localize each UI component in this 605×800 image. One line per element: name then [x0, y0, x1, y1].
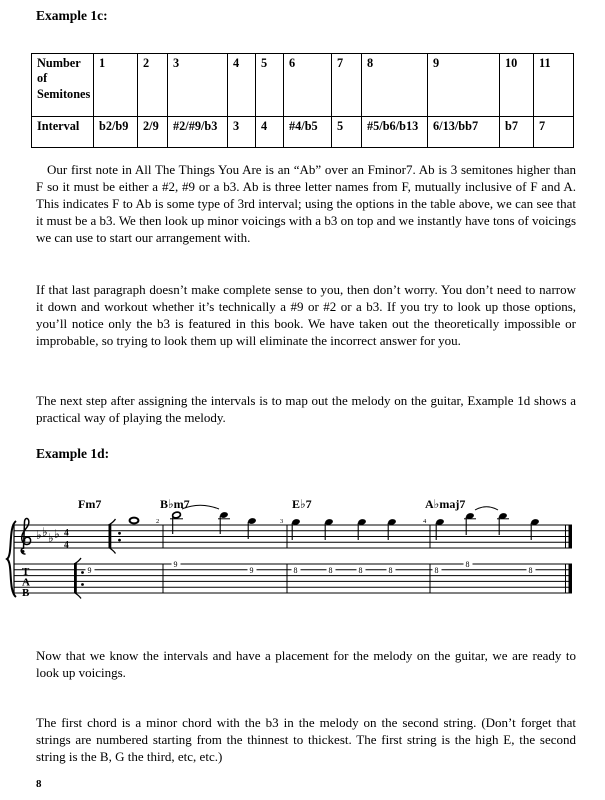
example-1d-heading: Example 1d: — [36, 446, 110, 461]
interval-table-wrap — [31, 53, 574, 148]
fret-number: 8 — [388, 565, 393, 575]
fret-number: 8 — [358, 565, 363, 575]
fret-number: 9 — [173, 560, 178, 569]
interval-cell: b2/b9 — [94, 117, 138, 148]
fret-number: 8 — [328, 565, 333, 575]
semitone-cell: 2 — [138, 54, 168, 117]
fret-number: 9 — [87, 565, 92, 575]
tab-letter-t: T — [22, 566, 30, 578]
key-flat-icon: ♭ — [48, 531, 54, 545]
semitone-cell: 10 — [500, 54, 534, 117]
table-row-intervals — [32, 117, 574, 148]
paragraph-next-step: The next step after assigning the intervals is to map out the melody on the guitar, Example 1d shows a practical way of playing the melody. — [36, 393, 576, 425]
key-flat-icon: ♭ — [54, 527, 60, 541]
final-barline — [569, 525, 573, 548]
interval-cell: 5 — [332, 117, 362, 148]
chord-symbol: A♭maj7 — [425, 497, 466, 511]
chord-symbol: E♭7 — [292, 497, 312, 511]
tab-letter-a: A — [22, 576, 30, 589]
row-label-semitones: Number of Semitones — [32, 54, 94, 117]
interval-cell: #5/b6/b13 — [362, 117, 428, 148]
key-flat-icon: ♭ — [42, 525, 48, 539]
chord-symbol: Fm7 — [78, 497, 102, 511]
fret-number: 8 — [434, 565, 439, 575]
interval-cell: #2/#9/b3 — [168, 117, 228, 148]
interval-cell: 4 — [256, 117, 284, 148]
page-number: 8 — [36, 778, 42, 790]
paragraph-first-chord: The first chord is a minor chord with the b3 in the melody on the second string. (Don’t forget that strings are numbered starting from the thinnest to thickest. The first string is the high E, the second string is the B, G the third, etc, etc.) — [36, 715, 576, 764]
semitone-cell: 3 — [168, 54, 228, 117]
fret-number: 9 — [249, 565, 254, 575]
interval-cell: #4/b5 — [284, 117, 332, 148]
paragraph-first-note: Our first note in All The Things You Are is an “Ab” over an Fminor7. Ab is 3 semitones higher than F so it must be either a #2, #9 or a b3. Ab is three letter names from F, mutually inclusive of F and A. This indicates F to Ab is some type of 3rd interval; using the options in the table above, we can see that it must be a b3. We then look up minor voicings with a b3 on top and we instantly have tons of voicings we can use to start our arrangement with. — [36, 162, 576, 245]
interval-cell: 3 — [228, 117, 256, 148]
tab-letter-b: B — [22, 587, 30, 599]
interval-cell: b7 — [500, 117, 534, 148]
system-bracket-icon — [7, 521, 16, 597]
semitone-cell: 5 — [256, 54, 284, 117]
semitone-cell: 1 — [94, 54, 138, 117]
paragraph-dont-worry: If that last paragraph doesn’t make complete sense to you, then don’t worry. You don’t need to narrow it down and workout whether it’s technically a #9 or #2 or a b3. If you try to look up those options, you’ll notice only the b3 is featured in this book. We have taken out the theoretically impossible or improbable, so trying to look them up will eliminate the incorrect answer for you. — [36, 282, 576, 348]
interval-cell: 6/13/bb7 — [428, 117, 500, 148]
paragraph-know-intervals: Now that we know the intervals and have a placement for the melody on the guitar, we are ready to look up voicings. — [36, 648, 576, 680]
row-label-interval: Interval — [32, 117, 94, 148]
time-signature-top: 4 — [64, 528, 69, 539]
chord-symbol: B♭m7 — [160, 497, 190, 511]
measure-number: 4 — [423, 518, 427, 525]
fret-number: 8 — [293, 565, 298, 575]
time-signature-bottom: 4 — [64, 540, 69, 551]
measure-number: 2 — [156, 518, 160, 525]
interval-table — [31, 53, 574, 148]
semitone-cell: 6 — [284, 54, 332, 117]
semitone-cell: 9 — [428, 54, 500, 117]
table-row-semitones — [32, 54, 574, 117]
measure-number: 3 — [280, 518, 284, 525]
interval-cell: 2/9 — [138, 117, 168, 148]
key-flat-icon: ♭ — [36, 528, 42, 542]
fret-number: 8 — [465, 560, 470, 569]
example-1c-heading: Example 1c: — [36, 8, 108, 23]
semitone-cell: 8 — [362, 54, 428, 117]
semitone-cell: 11 — [534, 54, 574, 117]
semitone-cell: 7 — [332, 54, 362, 117]
melody-notes — [130, 505, 540, 540]
semitone-cell: 4 — [228, 54, 256, 117]
fret-number: 8 — [528, 565, 533, 575]
treble-staff — [14, 525, 572, 548]
tab-final-barline — [569, 564, 573, 593]
tab-fret-numbers — [86, 560, 536, 575]
music-notation — [0, 488, 605, 613]
interval-cell: 7 — [534, 117, 574, 148]
